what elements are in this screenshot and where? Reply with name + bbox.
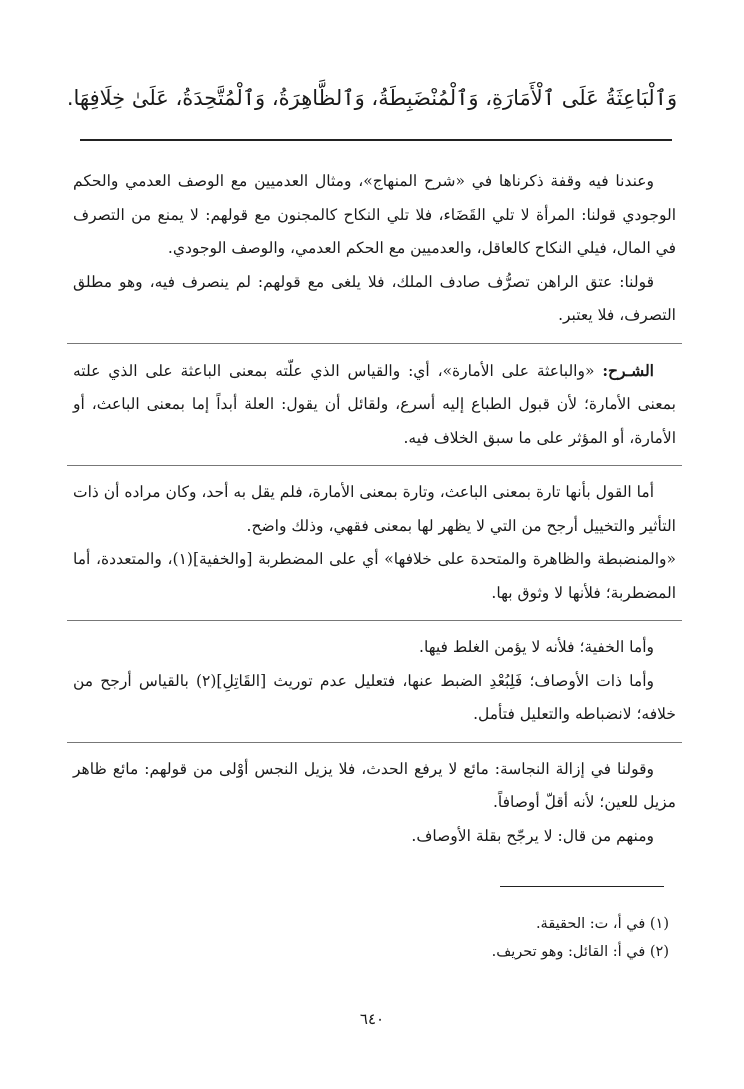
sharh-text: «والباعثة على الأمارة»، أي: والقياس الذي علّته بمعنى الباعثة على الذي علته بمعنى الأمارة؛ لأن قبول الطباع إليه أسرع، ولقائل أن يقول: العلة أبداً إما بمعنى الباعث، أو الأمارة، أو المؤثر على ما سبق الخلاف فيه. bbox=[73, 361, 676, 447]
paragraph: قولنا: عتق الراهن تصرُّف صادف الملك، فلا يلغى مع قولهم: لم ينصرف فيه، وهو مطلق التصرف، فلا يعتبر. bbox=[73, 272, 676, 324]
header-rule bbox=[80, 139, 672, 141]
section-divider bbox=[67, 620, 682, 621]
paragraph: وأما ذات الأوصاف؛ فَلِبُعْدِ الضبط عنها، فتعليل عدم توريث [القَاتِلِ](٢) بالقياس أرجح من خلافه؛ لانضباطه والتعليل فتأمل. bbox=[73, 671, 676, 723]
footnotes bbox=[73, 910, 669, 966]
sharh-label: الشـرح: bbox=[602, 360, 654, 380]
sharh-paragraph bbox=[73, 354, 676, 456]
paragraph: وقولنا في إزالة النجاسة: مائع لا يرفع الحدث، فلا يزيل النجس أوْلى من قولهم: مائع ظاهر مزيل للعين؛ لأنه أقلّ أوصافاً. bbox=[73, 759, 676, 811]
section-divider bbox=[67, 465, 682, 466]
body-text bbox=[73, 165, 676, 853]
paragraph: «والمنضبطة والظاهرة والمتحدة على خلافها» أي على المضطربة [والخفية](١)، والمتعددة، أما المضطربة؛ فلأنها لا وثوق بها. bbox=[73, 550, 676, 602]
paragraph: أما القول بأنها تارة بمعنى الباعث، وتارة بمعنى الأمارة، فلم يقل به أحد، وكان مراده أن ذات التأثير والتخييل أرجح من التي لا يظهر لها بمعنى فقهي، وذلك واضح. bbox=[73, 483, 676, 535]
page-number: ٦٤٠ bbox=[359, 1010, 385, 1028]
paragraph: وعندنا فيه وقفة ذكرناها في «شرح المنهاج»، ومثال العدميين مع الوصف العدمي والحكم الوجودي قولنا: المرأة لا تلي القَضَاء، فلا تلي النكاح كالمجنون مع قولهم: لا يمنع من التصرف في المال، فيلي النكاح كالعاقل، والعدميين مع الحكم العدمي، والوصف الوجودي. bbox=[73, 172, 676, 257]
paragraph: وأما الخفية؛ فلأنه لا يؤمن الغلط فيها. bbox=[419, 638, 654, 656]
section-divider bbox=[67, 343, 682, 344]
footnote: (٢) في أ: القائل: وهو تحريف. bbox=[491, 944, 669, 960]
footnote-rule bbox=[500, 886, 664, 887]
paragraph: ومنهم من قال: لا يرجّح بقلة الأوصاف. bbox=[411, 826, 654, 845]
section-divider bbox=[67, 742, 682, 743]
footnote: (١) في أ، ت: الحقيقة. bbox=[535, 916, 669, 932]
verse-text: وَٱلْبَاعِثَةُ عَلَى ٱلْأَمَارَةِ، وَٱلْمُنْضَبِطَةُ، وَٱلظَّاهِرَةُ، وَٱلْمُتَّحِدَةُ، عَلَىٰ خِلَافِهَا. bbox=[66, 86, 678, 110]
